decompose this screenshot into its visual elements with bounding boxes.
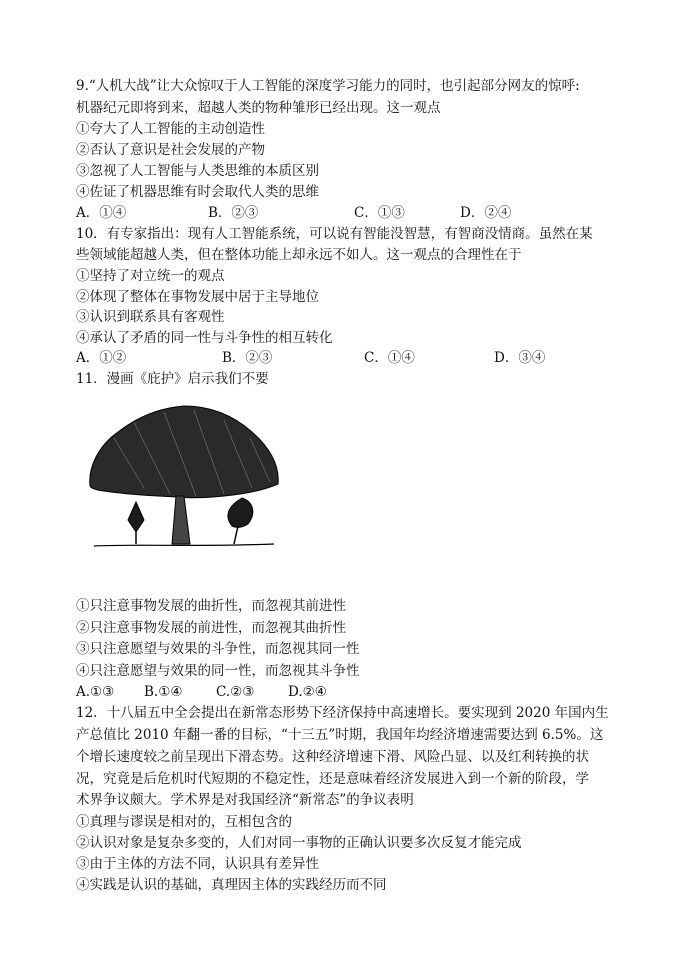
q11-option-a: A.①③ [76, 684, 115, 700]
small-tree-left [128, 502, 144, 532]
q9-item-4: ④佐证了机器思维有时会取代人类的思维 [76, 184, 319, 200]
q9-stem-line-2: 机器纪元即将到来，超越人类的物种雏形已经出现。这一观点 [76, 100, 441, 116]
q11-item-4: ④只注意愿望与效果的同一性，而忽视其斗争性 [76, 663, 360, 679]
q11-option-b: B.①④ [144, 684, 183, 700]
q11-item-3: ③只注意愿望与效果的斗争性，而忽视其同一性 [76, 641, 360, 657]
q12-stem-line-1: 12．十八届五中全会提出在新常态形势下经济保持中高速增长。要实现到 2020 年国内生 [76, 705, 609, 721]
q10-option-c: C．①④ [364, 350, 415, 366]
q9-option-a: A．①④ [76, 205, 127, 221]
q9-option-d: D．②④ [460, 205, 512, 221]
q9-item-2: ②否认了意识是社会发展的产物 [76, 142, 265, 158]
q11-option-c: C.②③ [216, 684, 255, 700]
q10-item-2: ②体现了整体在事物发展中居于主导地位 [76, 289, 319, 305]
q12-stem-line-3: 个增长速度较之前呈现出下滑态势。这种经济增速下滑、风险凸显、以及红利转换的状 [76, 749, 589, 765]
q10-item-4: ④承认了矛盾的同一性与斗争性的相互转化 [76, 330, 333, 346]
small-tree-right [228, 498, 253, 527]
q10-option-d: D．③④ [494, 350, 546, 366]
q10-stem-line-1: 10．有专家指出：现有人工智能系统，可以说有智能没智慧，有智商没情商。虽然在某 [76, 226, 593, 242]
q10-item-3: ③认识到联系具有客观性 [76, 309, 225, 325]
q12-item-1: ①真理与谬误是相对的，互相包含的 [76, 814, 292, 830]
q10-stem-line-2: 些领域能超越人类，但在整体功能上却永远不如人。这一观点的合理性在于 [76, 247, 522, 263]
q9-item-1: ①夸大了人工智能的主动创造性 [76, 121, 265, 137]
q12-stem-line-5: 术界争议颇大。学术界是对我国经济“新常态”的争议表明 [76, 792, 414, 808]
q12-item-3: ③由于主体的方法不同，认识具有差异性 [76, 856, 319, 872]
q10-option-b: B．②③ [222, 350, 273, 366]
q9-option-b: B．②③ [208, 205, 259, 221]
cartoon-shelter-illustration [84, 398, 284, 556]
q11-item-2: ②只注意事物发展的前进性，而忽视其曲折性 [76, 620, 346, 636]
q10-option-a: A．①② [76, 350, 127, 366]
q11-stem: 11．漫画《庇护》启示我们不要 [76, 371, 269, 387]
q10-item-1: ①坚持了对立统一的观点 [76, 268, 225, 284]
q12-item-4: ④实践是认识的基础，真理因主体的实践经历而不同 [76, 877, 387, 893]
q9-stem-line-1: 9.“人机大战”让大众惊叹于人工智能的深度学习能力的同时，也引起部分网友的惊呼: [76, 78, 580, 94]
big-tree-canopy [90, 406, 278, 498]
q12-stem-line-2: 产总值比 2010 年翻一番的目标，“十三五”时期，我国年均经济增速需要达到 6.5%。这 [76, 727, 604, 743]
q11-item-1: ①只注意事物发展的曲折性，而忽视其前进性 [76, 598, 346, 614]
q9-option-c: C．①③ [354, 205, 405, 221]
q11-option-d: D.②④ [288, 684, 327, 700]
q9-item-3: ③忽视了人工智能与人类思维的本质区别 [76, 163, 319, 179]
q12-stem-line-4: 况，究竟是后危机时代短期的不稳定性，还是意味着经济发展进入到一个新的阶段，学 [76, 771, 589, 787]
big-tree-trunk [172, 496, 190, 544]
q12-item-2: ②认识对象是复杂多变的，人们对同一事物的正确认识要多次反复才能完成 [76, 835, 522, 851]
